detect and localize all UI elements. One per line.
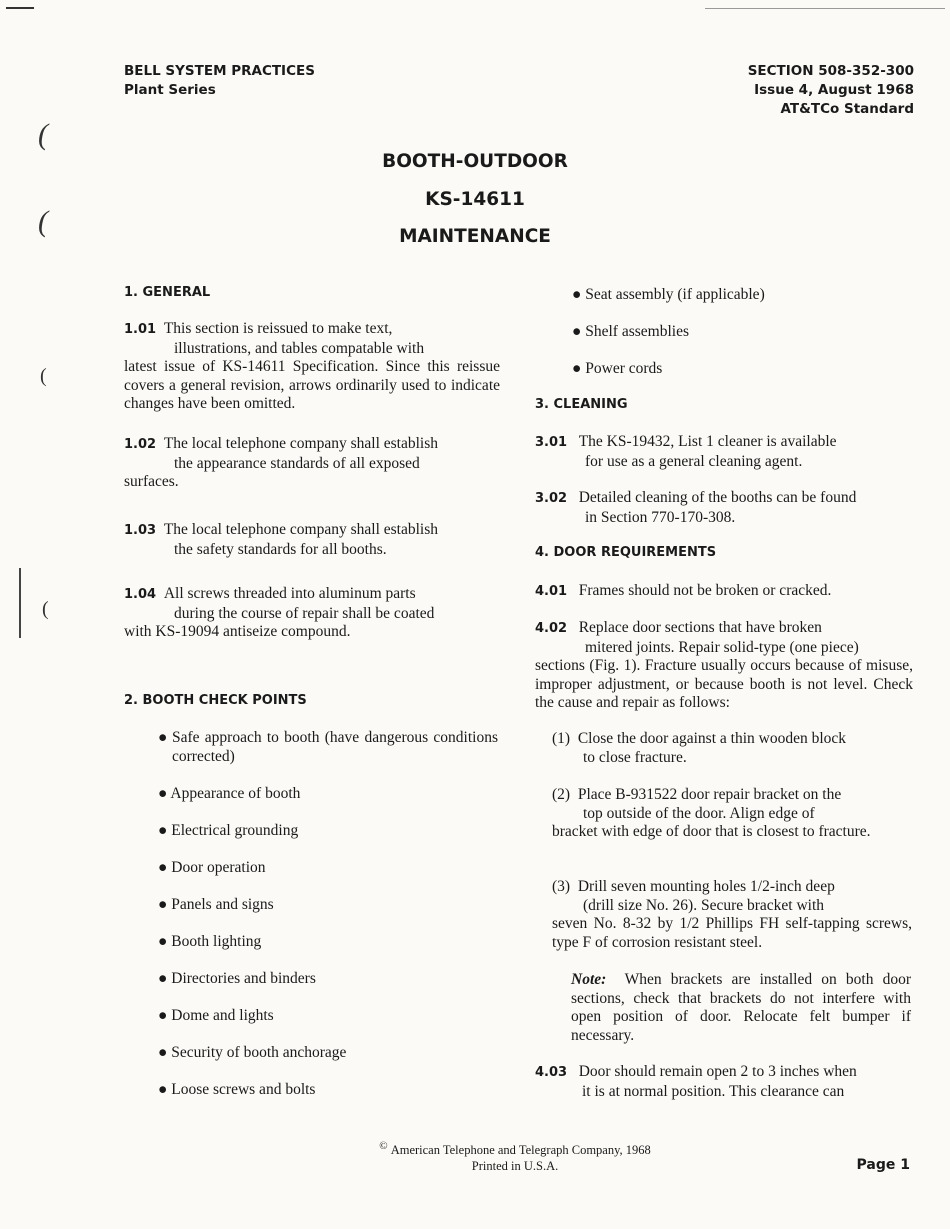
step-text: (drill size No. 26). Secure bracket with [583, 896, 825, 914]
bullet-icon: ● [572, 360, 582, 377]
bullet-icon: ● [158, 785, 168, 802]
paragraph-text: sections (Fig. 1). Fracture usually occurs because of misuse, improper adjustment, or because booth is not level. Check the cause and repair as follows: [535, 657, 913, 712]
bullet-icon: ● [572, 323, 582, 340]
paragraph-text: The local telephone company shall establish [163, 435, 439, 452]
list-item-text: Loose screws and bolts [171, 1081, 316, 1098]
header-section: SECTION 508-352-300 [747, 63, 914, 79]
paragraph-number: 1.02 [124, 437, 157, 452]
paragraph-number: 3.02 [535, 491, 568, 506]
printed-in: Printed in U.S.A. [471, 1159, 559, 1173]
list-item-text: Safe approach to booth (have dangerous conditions corrected) [172, 729, 498, 765]
paragraph-text: with KS-19094 antiseize compound. [124, 623, 351, 641]
paragraph-text: illustrations, and tables compatable with [174, 339, 425, 357]
paragraph-text: This section is reissued to make text, [163, 320, 393, 337]
header-practices: BELL SYSTEM PRACTICES [124, 63, 315, 79]
paragraph-number: 1.01 [124, 322, 157, 337]
list-item [158, 785, 300, 804]
step-text: seven No. 8-32 by 1/2 Phillips FH self-tapping screws, type F of corrosion resistant steel. [552, 915, 912, 951]
section-heading-door-requirements: 4. DOOR REQUIREMENTS [535, 545, 717, 560]
paragraph-4-01 [535, 582, 913, 602]
header-standard: AT&TCo Standard [780, 101, 914, 117]
title-ks: KS-14611 [425, 189, 525, 210]
bullet-icon: ● [158, 1044, 168, 1061]
note-label: Note: [571, 971, 607, 988]
bullet-icon: ● [158, 896, 168, 913]
step-text: bracket with edge of door that is closest to fracture. [552, 823, 871, 841]
title-maintenance: MAINTENANCE [399, 226, 551, 247]
paragraph-number: 4.01 [535, 584, 568, 599]
bullet-icon: ● [158, 729, 168, 746]
margin-mark: ( [38, 118, 48, 151]
list-item [158, 896, 274, 915]
list-item-text: Power cords [585, 360, 663, 377]
paragraph-text: the safety standards for all booths. [174, 540, 387, 558]
paragraph-4-03 [535, 1063, 913, 1101]
step-text: Place B-931522 door repair bracket on the [577, 786, 842, 803]
list-item [158, 970, 316, 989]
step-text: to close fracture. [583, 748, 687, 766]
step-text: Drill seven mounting holes 1/2-inch deep [577, 878, 835, 895]
copyright-text: American Telephone and Telegraph Company, 1968 [390, 1143, 651, 1158]
list-item [572, 360, 662, 379]
paragraph-1-04 [124, 585, 500, 642]
step-text: top outside of the door. Align edge of [583, 804, 815, 822]
list-item-text: Panels and signs [171, 896, 274, 913]
paragraph-text: The local telephone company shall establish [163, 521, 439, 538]
list-item-text: Electrical grounding [171, 822, 299, 839]
paragraph-number: 1.04 [124, 587, 157, 602]
paragraph-text: latest issue of KS-14611 Specification. Since this reissue covers a general revision, arrows ordinarily used to indicate changes have been omitted. [124, 358, 500, 413]
list-item [158, 1007, 274, 1026]
list-item-text: Directories and binders [171, 970, 316, 987]
header-series: Plant Series [124, 82, 216, 98]
header-right [748, 62, 914, 119]
section-heading-check-points: 2. BOOTH CHECK POINTS [124, 693, 307, 708]
paragraph-number: 1.03 [124, 523, 157, 538]
repair-step-2 [552, 786, 912, 842]
scan-edge-mark [705, 8, 945, 9]
bullet-icon: ● [572, 286, 582, 303]
list-item-text: Seat assembly (if applicable) [585, 286, 765, 303]
bullet-icon: ● [158, 822, 168, 839]
paragraph-1-02 [124, 435, 500, 492]
list-item-text: Shelf assemblies [585, 323, 689, 340]
note-text: When brackets are installed on both door sections, check that brackets do not interfere with open position of door. Relocate felt bumper if necessary. [571, 971, 912, 1044]
list-item-text: Appearance of booth [170, 785, 301, 802]
paragraph-1-01 [124, 320, 500, 414]
paragraph-text: mitered joints. Repair solid-type (one piece) [585, 638, 859, 656]
paragraph-text: surfaces. [124, 473, 179, 491]
paragraph-1-03 [124, 521, 500, 559]
bullet-icon: ● [158, 1081, 168, 1098]
paragraph-text: The KS-19432, List 1 cleaner is available [578, 433, 837, 450]
list-item [158, 1081, 315, 1100]
bullet-icon: ● [158, 970, 168, 987]
margin-line [19, 568, 21, 638]
list-item [572, 286, 765, 305]
bullet-icon: ● [158, 859, 168, 876]
list-item [572, 323, 689, 342]
list-item [158, 859, 266, 878]
note [571, 971, 911, 1045]
section-heading-general: 1. GENERAL [124, 285, 211, 300]
bullet-icon: ● [158, 933, 168, 950]
header-issue: Issue 4, August 1968 [754, 82, 914, 98]
repair-step-3 [552, 878, 912, 952]
list-item [158, 729, 498, 766]
header-left [124, 62, 315, 100]
paragraph-3-02 [535, 489, 913, 527]
copyright-symbol: © [379, 1140, 388, 1152]
paragraph-number: 3.01 [535, 435, 568, 450]
list-item [158, 933, 261, 952]
step-text: Close the door against a thin wooden block [577, 730, 847, 747]
title-booth: BOOTH-OUTDOOR [382, 151, 568, 172]
paragraph-text: All screws threaded into aluminum parts [163, 585, 416, 602]
list-item-text: Door operation [171, 859, 266, 876]
bullet-icon: ● [158, 1007, 168, 1024]
list-item-text: Security of booth anchorage [171, 1044, 347, 1061]
step-number: (1) [552, 730, 571, 747]
scan-edge-mark [6, 7, 34, 9]
paragraph-text: Replace door sections that have broken [578, 619, 822, 636]
paragraph-text: during the course of repair shall be coated [174, 604, 435, 622]
section-heading-cleaning: 3. CLEANING [535, 397, 628, 412]
paragraph-text: it is at normal position. This clearance can [582, 1082, 845, 1100]
repair-step-1 [552, 730, 912, 767]
list-item [158, 1044, 346, 1063]
margin-mark: ( [40, 365, 47, 387]
paragraph-3-01 [535, 433, 913, 471]
page-number: Page 1 [856, 1157, 910, 1173]
margin-mark: ( [42, 598, 49, 620]
paragraph-text: for use as a general cleaning agent. [585, 452, 803, 470]
paragraph-number: 4.03 [535, 1065, 568, 1080]
list-item-text: Booth lighting [171, 933, 262, 950]
paragraph-text: Frames should not be broken or cracked. [578, 582, 832, 599]
paragraph-text: Detailed cleaning of the booths can be found [578, 489, 857, 506]
step-number: (2) [552, 786, 571, 803]
paragraph-text: in Section 770-170-308. [585, 508, 736, 526]
paragraph-4-02 [535, 619, 913, 713]
step-number: (3) [552, 878, 571, 895]
list-item-text: Dome and lights [171, 1007, 274, 1024]
list-item [158, 822, 298, 841]
paragraph-text: the appearance standards of all exposed [174, 454, 420, 472]
margin-mark: ( [38, 205, 48, 238]
paragraph-text: Door should remain open 2 to 3 inches when [578, 1063, 857, 1080]
paragraph-number: 4.02 [535, 621, 568, 636]
